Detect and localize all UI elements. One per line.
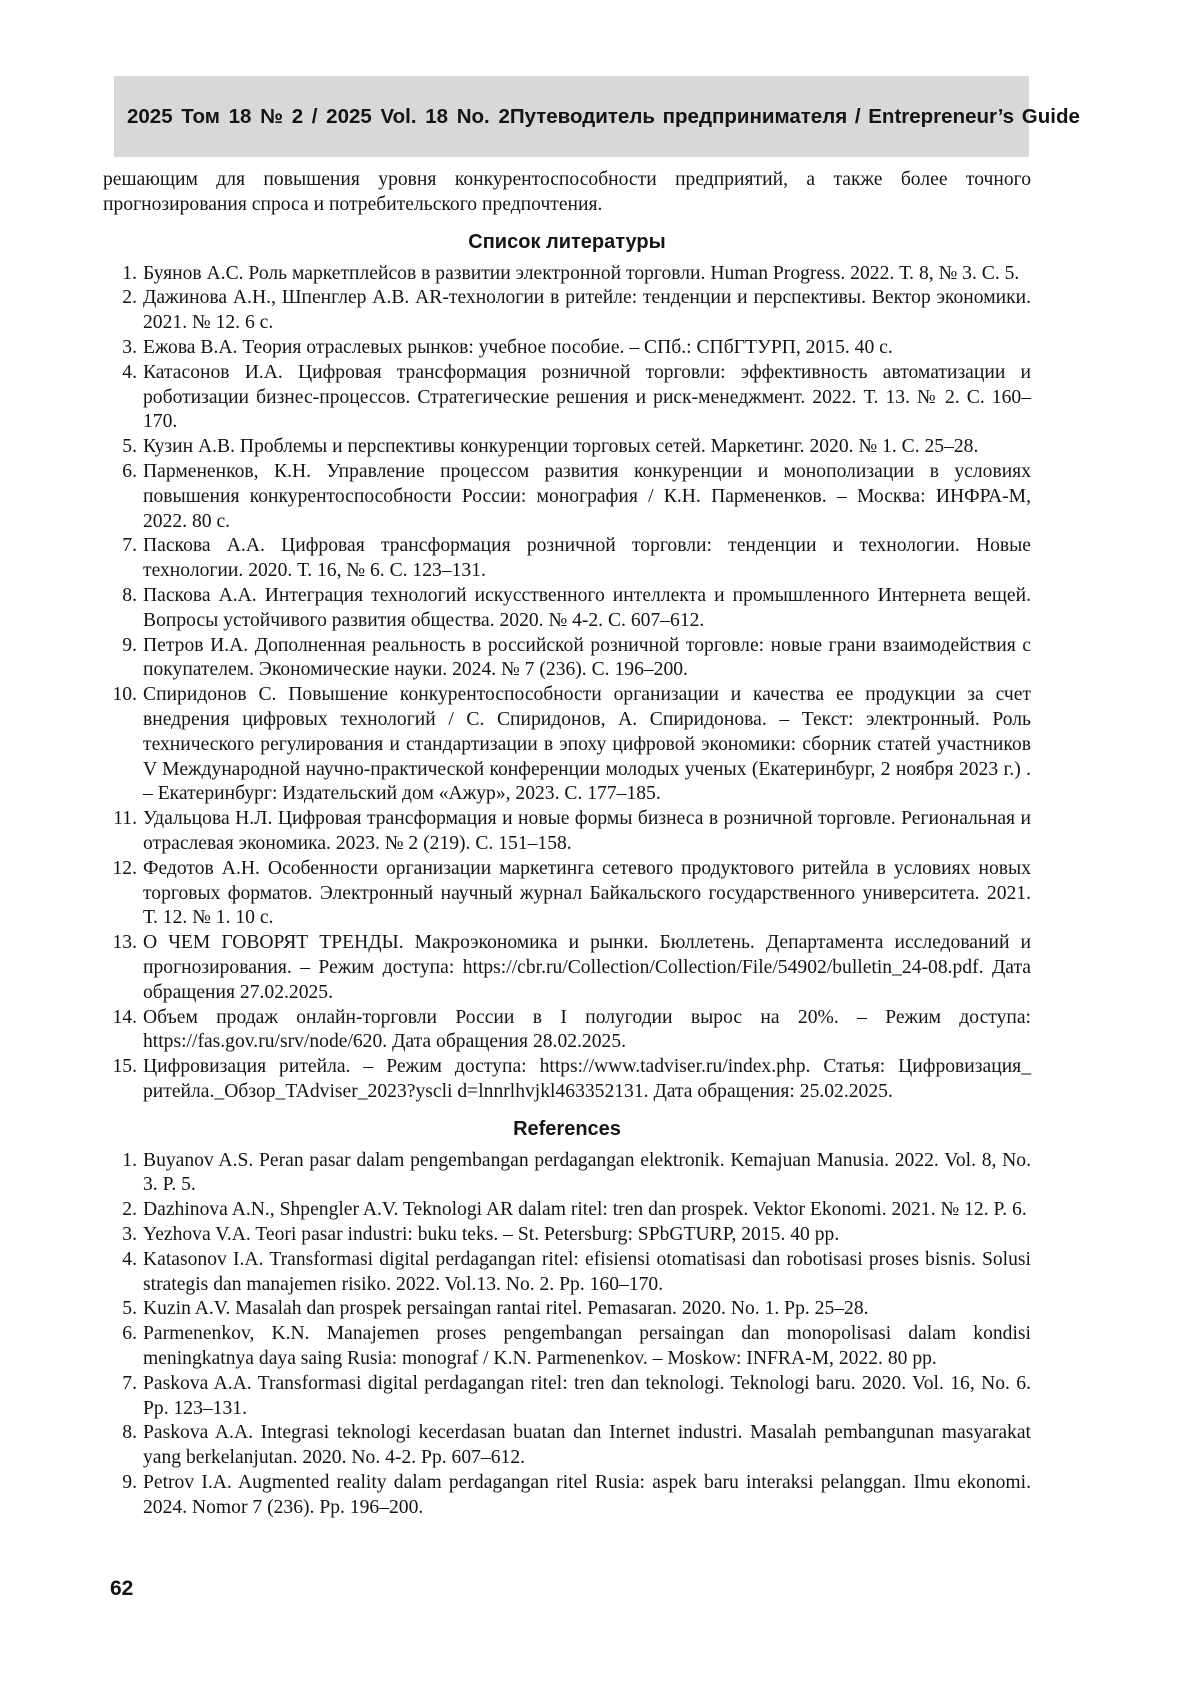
reference-number: 8. xyxy=(122,1422,137,1444)
reference-text: Паскова А.А. Интеграция технологий искусственного интеллекта и промышленного Интернета вещей. Вопросы устойчивого развития общества. 2020. № 4-2. С. 607–612. xyxy=(143,584,1031,631)
reference-number: 10. xyxy=(112,684,137,706)
reference-number: 6. xyxy=(122,1323,137,1345)
reference-item xyxy=(103,1248,1031,1298)
references-title: References xyxy=(513,1117,621,1140)
reference-text: Катасонов И.А. Цифровая трансформация розничной торговли: эффективность автоматизации и роботизации бизнес-процессов. Стратегические решения и риск-менеджмент. 2022. Т. 13. № 2. С. 160–170. xyxy=(143,361,1031,433)
reference-text: Petrov I.A. Augmented reality dalam perdagangan ritel Rusia: aspek baru interaksi pelanggan. Ilmu ekonomi. 2024. Nomor 7 (236). Pp. 196–200. xyxy=(143,1472,1031,1518)
bibliography-list xyxy=(103,262,1031,1105)
reference-number: 2. xyxy=(122,287,137,309)
reference-item xyxy=(103,1322,1031,1372)
reference-item xyxy=(103,1055,1031,1105)
reference-item xyxy=(103,634,1031,684)
reference-text: Dazhinova A.N., Shpengler A.V. Teknologi AR dalam ritel: tren dan prospek. Vektor Ekonomi. 2021. № 12. P. 6. xyxy=(143,1199,1027,1221)
reference-number: 12. xyxy=(112,857,137,879)
intro-paragraph: решающим для повышения уровня конкурентоспособности предприятий, а также более точного прогнозирования спроса и потребительского предпочтения. xyxy=(103,169,1031,215)
reference-number: 7. xyxy=(122,1372,137,1394)
reference-text: Katasonov I.A. Transformasi digital perdagangan ritel: efisiensi otomatisasi dan robotisasi proses bisnis. Solusi strategis dan manajemen risiko. 2022. Vol.13. No. 2. Pp. 160–170. xyxy=(143,1248,1031,1295)
references-list xyxy=(103,1149,1031,1521)
reference-item xyxy=(103,336,1031,361)
reference-text: Паскова А.А. Цифровая трансформация розничной торговли: тенденции и технологии. Новые технологии. 2020. Т. 16, № 6. С. 123–131. xyxy=(143,535,1031,582)
reference-item xyxy=(103,534,1031,584)
reference-item xyxy=(103,1372,1031,1422)
reference-number: 6. xyxy=(122,460,137,482)
reference-item xyxy=(103,584,1031,634)
reference-number: 11. xyxy=(113,808,137,830)
reference-item xyxy=(103,857,1031,931)
reference-item xyxy=(103,1198,1031,1223)
reference-text: Пармененков, К.Н. Управление процессом развития конкуренции и монополизации в условиях повышения конкурентоспособности России: монография / К.Н. Пармененков. – Москва: ИНФРА-М, 2022. 80 с. xyxy=(143,460,1031,532)
reference-number: 8. xyxy=(122,584,137,606)
reference-number: 4. xyxy=(122,361,137,383)
reference-item xyxy=(103,1149,1031,1199)
reference-text: Буянов А.С. Роль маркетплейсов в развитии электронной торговли. Human Progress. 2022. Т. 8, № 3. С. 5. xyxy=(143,262,1020,284)
journal-header-bar xyxy=(114,76,1080,157)
reference-text: Петров И.А. Дополненная реальность в российской розничной торговле: новые грани взаимодействия с покупателем. Экономические науки. 2024. № 7 (236). С. 196–200. xyxy=(143,634,1031,681)
reference-text: Parmenenkov, K.N. Manajemen proses pengembangan persaingan dan monopolisasi dalam kondisi meningkatnya daya saing Rusia: monograf / K.N. Parmenenkov. – Moskow: INFRA-M, 2022. 80 pp. xyxy=(143,1323,1031,1370)
reference-text: Федотов А.Н. Особенности организации маркетинга сетевого продуктового ритейла в условиях новых торговых форматов. Электронный научный журнал Байкальского государственного университета. 2021. Т. 12. № 1. 10 с. xyxy=(143,857,1031,929)
reference-text: Paskova A.A. Integrasi teknologi kecerdasan buatan dan Internet industri. Masalah pembangunan masyarakat yang berkelanjutan. 2020. No. 4-2. Pp. 607–612. xyxy=(143,1422,1031,1469)
reference-item xyxy=(103,262,1031,287)
reference-item xyxy=(103,1471,1031,1521)
reference-item xyxy=(103,460,1031,534)
reference-number: 5. xyxy=(122,1298,137,1320)
reference-item xyxy=(103,435,1031,460)
reference-number: 9. xyxy=(122,634,137,656)
reference-text: О ЧЕМ ГОВОРЯТ ТРЕНДЫ. Макроэкономика и рынки. Бюллетень. Департамента исследований и прогнозирования. – Режим доступа: https://cbr.ru/Collection/Collection/File/54902/bulletin_24-08.pdf. Дата обращения 27.02.2025. xyxy=(143,932,1031,1003)
page-number: 62 xyxy=(110,1577,134,1600)
reference-text: Цифровизация ритейла. – Режим доступа: https://www.tadviser.ru/index.php. Статья: Цифровизация_ ритейла._Обзор_TAdviser_2023?yscli d=lnnrlhvjkl463352131. Дата обращения: 25.02.2025. xyxy=(143,1056,1031,1102)
reference-text: Kuzin A.V. Masalah dan prospek persaingan rantai ritel. Pemasaran. 2020. No. 1. Pp. 25–28. xyxy=(143,1298,869,1320)
reference-number: 13. xyxy=(112,932,137,954)
reference-number: 5. xyxy=(122,436,137,458)
reference-item xyxy=(103,1297,1031,1322)
reference-item xyxy=(103,807,1031,857)
reference-text: Удальцова Н.Л. Цифровая трансформация и новые формы бизнеса в розничной торговле. Региональная и отраслевая экономика. 2023. № 2 (219). С. 151–158. xyxy=(143,808,1031,854)
reference-item xyxy=(103,931,1031,1005)
reference-number: 7. xyxy=(122,535,137,557)
reference-number: 9. xyxy=(122,1472,137,1494)
reference-item xyxy=(103,1006,1031,1056)
reference-text: Ежова В.А. Теория отраслевых рынков: учебное пособие. – СПб.: СПбГТУРП, 2015. 40 с. xyxy=(143,336,893,358)
bibliography-title: Список литературы xyxy=(468,230,666,253)
reference-item xyxy=(103,1223,1031,1248)
reference-number: 15. xyxy=(112,1056,137,1078)
reference-item xyxy=(103,683,1031,807)
header-journal-title: Путеводитель предпринимателя / Entrepreneur’s Guide xyxy=(509,104,1080,128)
header-issue-info: 2025 Том 18 № 2 / 2025 Vol. 18 No. 2 xyxy=(127,104,510,128)
reference-text: Paskova A.A. Transformasi digital perdagangan ritel: tren dan teknologi. Teknologi baru. 2020. Vol. 16, No. 6. Pp. 123–131. xyxy=(143,1372,1031,1419)
reference-text: Спиридонов С. Повышение конкурентоспособности организации и качества ее продукции за счет внедрения цифровых технологий / С. Спиридонов, А. Спиридонова. – Текст: электронный. Роль технического регулирования и стандартизации в эпоху цифровой экономики: сборник статей участников V Международной научно-практической конференции молодых ученых (Екатеринбург, 2 ноября 2023 г.) . – Екатеринбург: Издательский дом «Ажур», 2023. С. 177–185. xyxy=(143,684,1031,805)
reference-text: Объем продаж онлайн-торговли России в I полугодии вырос на 20%. – Режим доступа: https://fas.gov.ru/srv/node/620. Дата обращения 28.02.2025. xyxy=(143,1006,1031,1053)
reference-number: 1. xyxy=(122,262,137,284)
page-body xyxy=(103,168,1031,1521)
reference-number: 14. xyxy=(112,1006,137,1028)
reference-number: 2. xyxy=(122,1199,137,1221)
reference-text: Кузин А.В. Проблемы и перспективы конкуренции торговых сетей. Маркетинг. 2020. № 1. С. 25–28. xyxy=(143,436,979,458)
reference-text: Buyanov A.S. Peran pasar dalam pengembangan perdagangan elektronik. Kemajuan Manusia. 2022. Vol. 8, No. 3. P. 5. xyxy=(143,1149,1031,1196)
reference-number: 3. xyxy=(122,336,137,358)
reference-text: Дажинова А.Н., Шпенглер А.В. AR-технологии в ритейле: тенденции и перспективы. Вектор экономики. 2021. № 12. 6 с. xyxy=(143,287,1031,334)
reference-text: Yezhova V.A. Teori pasar industri: buku teks. – St. Petersburg: SPbGTURP, 2015. 40 pp. xyxy=(143,1224,840,1246)
reference-number: 3. xyxy=(122,1224,137,1246)
reference-number: 1. xyxy=(122,1149,137,1171)
reference-number: 4. xyxy=(122,1248,137,1270)
reference-item xyxy=(103,361,1031,435)
reference-item xyxy=(103,286,1031,336)
reference-item xyxy=(103,1421,1031,1471)
